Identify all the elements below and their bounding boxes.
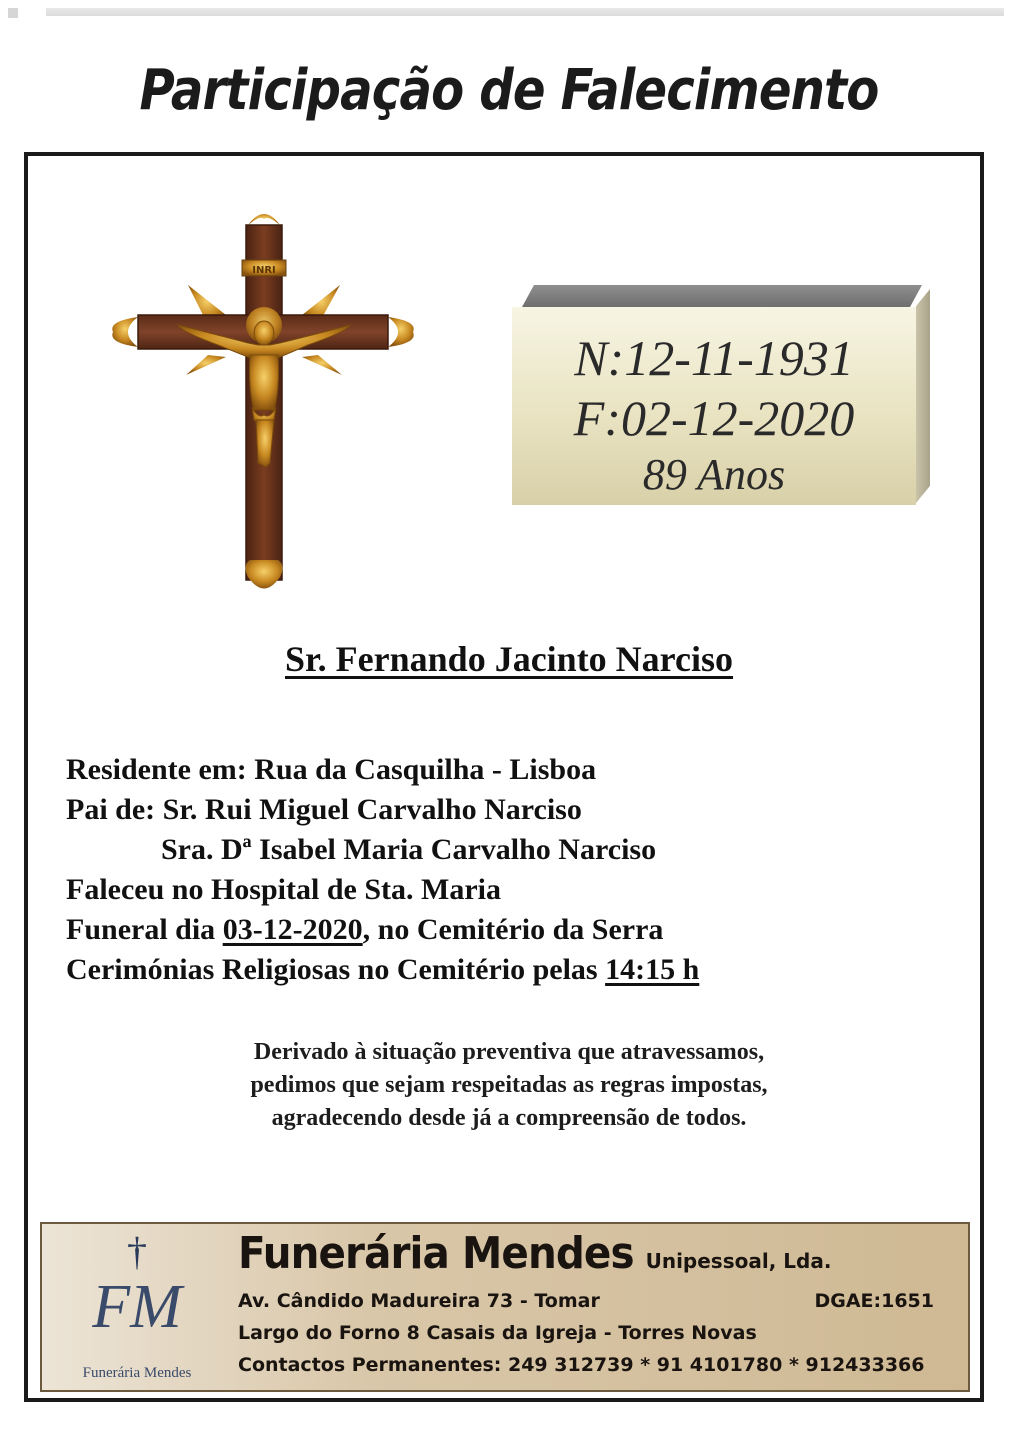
scan-artifact-bar xyxy=(46,8,1004,16)
dates-plaque xyxy=(508,285,933,515)
scan-artifact xyxy=(8,8,18,18)
company-suffix: Unipessoal, Lda. xyxy=(645,1249,832,1273)
inri-label: INRI xyxy=(252,265,276,276)
deceased-name: Sr. Fernando Jacinto Narciso xyxy=(284,639,733,679)
notice-line-1: Derivado à situação preventiva que atravessamos, xyxy=(253,1039,765,1065)
birth-date: N:12-11-1931 xyxy=(574,330,854,386)
logo-label: Funerária Mendes xyxy=(82,1365,192,1381)
notice-line-2: pedimos que sejam respeitadas as regras impostas, xyxy=(250,1072,768,1098)
contacts: Contactos Permanentes: 249 312739 * 91 4101780 * 912433366 xyxy=(238,1354,925,1376)
details-block xyxy=(66,750,966,990)
address-tomar: Av. Cândido Madureira 73 - Tomar xyxy=(238,1290,600,1312)
funeral-home-logo xyxy=(62,1229,212,1382)
plaque-side-edge xyxy=(916,289,930,503)
page-title: Participação de Falecimento xyxy=(139,58,879,123)
logo-monogram: FM xyxy=(92,1273,182,1341)
residence-line: Residente em: Rua da Casquilha - Lisboa xyxy=(66,753,597,786)
notice-line-3: agradecendo desde já a compreensão de todos. xyxy=(271,1105,747,1131)
ceremony-prefix: Cerimónias Religiosas no Cemitério pelas xyxy=(66,953,606,986)
logo-cross-icon: † xyxy=(127,1229,147,1274)
death-date: F:02-12-2020 xyxy=(573,390,855,446)
father-of-line-1: Pai de: Sr. Rui Miguel Carvalho Narciso xyxy=(66,793,582,826)
funeral-home-banner xyxy=(40,1222,970,1392)
dgae-number: DGAE:1651 xyxy=(814,1290,934,1312)
funeral-suffix: , no Cemitério da Serra xyxy=(362,913,664,946)
funeral-line xyxy=(66,910,966,950)
father-of-line-2: Sra. Dª Isabel Maria Carvalho Narciso xyxy=(161,833,657,866)
address-torres-novas: Largo do Forno 8 Casais da Igreja - Torres Novas xyxy=(238,1322,757,1344)
died-at-line: Faleceu no Hospital de Sta. Maria xyxy=(66,873,501,906)
crucifix-icon xyxy=(108,205,418,600)
funeral-date: 03-12-2020 xyxy=(222,913,363,946)
ceremony-line xyxy=(66,950,966,990)
company-name: Funerária Mendes xyxy=(238,1228,634,1279)
company-title xyxy=(238,1228,831,1279)
ceremony-time: 14:15 h xyxy=(605,953,700,986)
plaque-top-edge xyxy=(522,285,922,307)
covid-notice xyxy=(0,1036,1018,1135)
age: 89 Anos xyxy=(642,450,786,499)
plaque-face xyxy=(512,307,916,505)
funeral-prefix: Funeral dia xyxy=(66,913,223,946)
